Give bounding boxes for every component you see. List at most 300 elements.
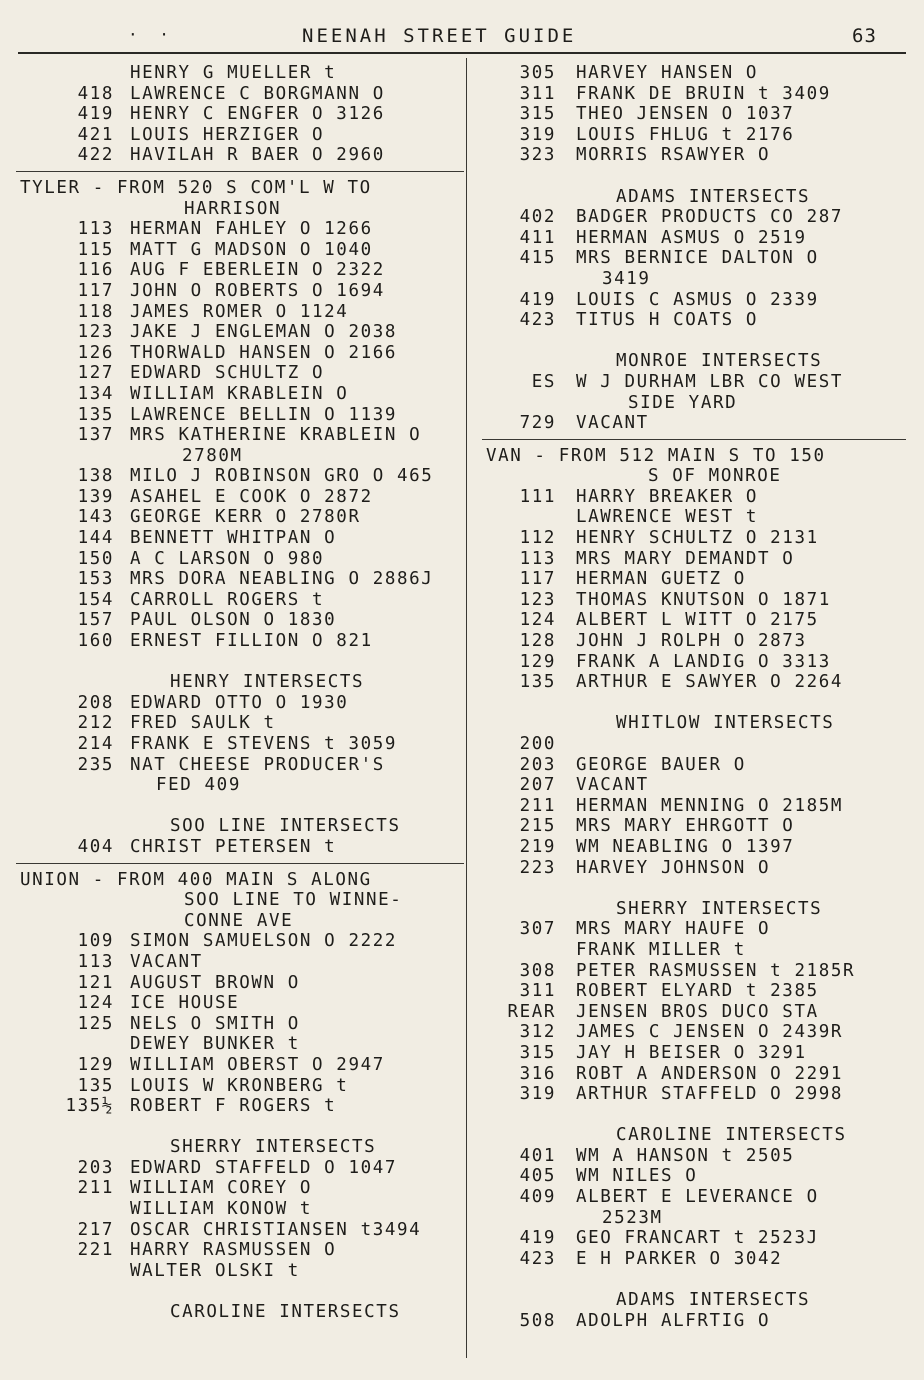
directory-entry — [486, 590, 906, 611]
house-number: 419 — [519, 289, 556, 310]
resident-text: WILLIAM KONOW t — [130, 1199, 313, 1220]
street-name: UNION — [20, 869, 81, 890]
intersection-text: ADAMS INTERSECTS — [616, 1290, 811, 1311]
resident-text: FRANK DE BRUIN t 3409 — [576, 83, 831, 104]
resident-text: LOUIS FHLUG t 2176 — [576, 124, 795, 145]
street-route-continued: S OF MONROE — [648, 466, 782, 487]
directory-entry — [20, 931, 464, 952]
resident-text: AUG F EBERLEIN O 2322 — [130, 260, 385, 281]
house-number: 118 — [77, 301, 114, 322]
house-number — [20, 1034, 130, 1055]
street-heading — [20, 870, 464, 891]
resident-text: FRED SAULK t — [130, 713, 276, 734]
intersection-text: CAROLINE INTERSECTS — [170, 1302, 401, 1323]
blank-line — [20, 652, 464, 673]
resident-text: LOUIS W KRONBERG t — [130, 1075, 349, 1096]
directory-entry — [20, 219, 464, 240]
blank-line — [20, 1281, 464, 1302]
house-number — [486, 187, 576, 208]
house-number: 113 — [77, 219, 114, 240]
directory-entry — [20, 63, 464, 84]
page-header — [0, 25, 924, 49]
house-number: 211 — [77, 1178, 114, 1199]
house-number: 319 — [519, 1084, 556, 1105]
street-separator — [16, 860, 464, 868]
house-number: 221 — [77, 1240, 114, 1261]
house-number: 208 — [77, 692, 114, 713]
directory-entry — [20, 549, 464, 570]
intersection-label — [486, 351, 906, 372]
directory-entry — [20, 1158, 464, 1179]
intersection-text: HENRY INTERSECTS — [170, 672, 365, 693]
street-separator — [482, 436, 906, 444]
house-number: 135 — [77, 1075, 114, 1096]
entry-continuation — [20, 446, 464, 467]
house-number: 112 — [519, 528, 556, 549]
house-number: 419 — [519, 1228, 556, 1249]
resident-text: EDWARD SCHULTZ O — [130, 363, 325, 384]
resident-text: W J DURHAM LBR CO WEST — [576, 371, 843, 392]
resident-text: SIDE YARD — [628, 392, 738, 413]
resident-text: VACANT — [130, 951, 203, 972]
page-number: 63 — [852, 25, 877, 47]
directory-entry — [486, 981, 906, 1002]
directory-entry — [486, 1022, 906, 1043]
blank-line — [20, 796, 464, 817]
right-column — [486, 63, 906, 1331]
resident-text: BADGER PRODUCTS CO 287 — [576, 207, 843, 228]
resident-text: E H PARKER O 3042 — [576, 1248, 783, 1269]
directory-entry — [486, 652, 906, 673]
resident-text: LAWRENCE WEST t — [576, 507, 759, 528]
directory-entry — [20, 384, 464, 405]
house-number: 126 — [77, 342, 114, 363]
house-number: 128 — [519, 631, 556, 652]
intersection-text: CAROLINE INTERSECTS — [616, 1125, 847, 1146]
blank-line — [486, 878, 906, 899]
house-number: 421 — [77, 124, 114, 145]
resident-text: HERMAN ASMUS O 2519 — [576, 227, 807, 248]
directory-entry — [486, 919, 906, 940]
resident-text: EDWARD OTTO O 1930 — [130, 692, 349, 713]
directory-entry — [486, 248, 906, 269]
intersection-label — [20, 672, 464, 693]
house-number — [20, 775, 130, 796]
house-number: 319 — [519, 124, 556, 145]
resident-text: A C LARSON O 980 — [130, 548, 325, 569]
house-number — [20, 1261, 130, 1282]
directory-entry — [20, 734, 464, 755]
house-number: 150 — [77, 548, 114, 569]
house-number — [20, 1302, 130, 1323]
resident-text: FRANK E STEVENS t 3059 — [130, 734, 397, 754]
resident-text: JAY H BEISER O 3291 — [576, 1042, 807, 1063]
blank-line — [486, 693, 906, 714]
directory-entry — [20, 281, 464, 302]
resident-text: NAT CHEESE PRODUCER'S — [130, 754, 385, 775]
resident-text: WALTER OLSKI t — [130, 1260, 300, 1281]
resident-text: HERMAN MENNING O 2185M — [576, 795, 843, 816]
resident-text: ALBERT L WITT O 2175 — [576, 610, 819, 631]
house-number: 419 — [77, 104, 114, 125]
resident-text: ASAHEL E COOK O 2872 — [130, 486, 373, 507]
house-number: 315 — [519, 1042, 556, 1063]
house-number — [486, 899, 576, 920]
house-number: 405 — [519, 1166, 556, 1187]
resident-text: MRS DORA NEABLING O 2886J — [130, 569, 434, 590]
directory-entry — [486, 796, 906, 817]
street-heading — [20, 178, 464, 199]
house-number — [20, 63, 130, 84]
intersection-text: SOO LINE INTERSECTS — [170, 816, 401, 837]
directory-entry — [486, 1002, 906, 1023]
house-number — [20, 1137, 130, 1158]
directory-entry — [486, 1146, 906, 1167]
directory-entry — [20, 1055, 464, 1076]
house-number: 135 — [519, 672, 556, 693]
resident-text: CARROLL ROGERS t — [130, 589, 325, 610]
house-number — [486, 507, 576, 528]
resident-text: BENNETT WHITPAN O — [130, 528, 337, 549]
house-number — [486, 713, 576, 734]
house-number: 401 — [519, 1145, 556, 1166]
directory-entry — [20, 993, 464, 1014]
resident-text: AUGUST BROWN O — [130, 972, 300, 993]
house-number — [20, 672, 130, 693]
house-number: 311 — [519, 981, 556, 1002]
directory-entry — [486, 228, 906, 249]
resident-text: WM A HANSON t 2505 — [576, 1145, 795, 1166]
house-number: 411 — [519, 227, 556, 248]
house-number: 211 — [519, 795, 556, 816]
resident-text: ROBERT ELYARD t 2385 — [576, 981, 819, 1002]
house-number — [486, 1290, 576, 1311]
resident-text: WM NEABLING O 1397 — [576, 836, 795, 857]
directory-entry — [20, 145, 464, 166]
resident-text: TITUS H COATS O — [576, 310, 759, 331]
directory-entry — [486, 1311, 906, 1332]
resident-text: HAVILAH R BAER O 2960 — [130, 145, 385, 166]
house-number: 203 — [77, 1157, 114, 1178]
intersection-text: SHERRY INTERSECTS — [170, 1137, 377, 1158]
house-number: REAR — [507, 1001, 556, 1022]
house-number: 217 — [77, 1219, 114, 1240]
house-number: 311 — [519, 83, 556, 104]
resident-text: WILLIAM KRABLEIN O — [130, 383, 349, 404]
resident-text: OSCAR CHRISTIANSEN t3494 — [130, 1219, 422, 1240]
house-number: 418 — [77, 83, 114, 104]
house-number: 308 — [519, 960, 556, 981]
intersection-text: MONROE INTERSECTS — [616, 351, 823, 372]
directory-entry — [486, 816, 906, 837]
house-number — [20, 816, 130, 837]
intersection-label — [486, 1125, 906, 1146]
house-number: 143 — [77, 507, 114, 528]
blank-line — [486, 1269, 906, 1290]
directory-entry — [486, 84, 906, 105]
directory-entry — [20, 302, 464, 323]
directory-entry — [486, 104, 906, 125]
directory-entry — [20, 1199, 464, 1220]
house-number: 109 — [77, 931, 114, 952]
blank-line — [486, 331, 906, 352]
directory-entry — [486, 734, 906, 755]
resident-text: JENSEN BROS DUCO STA — [576, 1001, 819, 1022]
house-number — [486, 269, 576, 290]
resident-text: MATT G MADSON O 1040 — [130, 239, 373, 260]
directory-entry — [486, 1166, 906, 1187]
street-name: VAN — [486, 445, 523, 466]
directory-entry — [20, 1034, 464, 1055]
resident-text: GEORGE BAUER O — [576, 754, 746, 775]
street-route-continued: HARRISON — [184, 198, 282, 219]
resident-text: GEORGE KERR O 2780R — [130, 507, 361, 528]
house-number: 215 — [519, 816, 556, 837]
resident-text: 2780M — [182, 445, 243, 466]
resident-text: LAWRENCE BELLIN O 1139 — [130, 404, 397, 425]
directory-entry — [20, 104, 464, 125]
directory-entry — [20, 1240, 464, 1261]
resident-text: ARTHUR E SAWYER O 2264 — [576, 672, 843, 693]
resident-text: ROBERT F ROGERS t — [130, 1096, 337, 1117]
resident-text: JAKE J ENGLEMAN O 2038 — [130, 322, 397, 343]
resident-text: JAMES C JENSEN O 2439R — [576, 1022, 843, 1043]
house-number: 123 — [77, 322, 114, 343]
resident-text: HERMAN GUETZ O — [576, 569, 746, 590]
house-number: 124 — [519, 610, 556, 631]
resident-text: WILLIAM COREY O — [130, 1178, 313, 1199]
entry-continuation — [486, 269, 906, 290]
resident-text: 2523M — [602, 1207, 663, 1228]
directory-entry — [20, 343, 464, 364]
house-number: 316 — [519, 1063, 556, 1084]
directory-entry — [20, 507, 464, 528]
intersection-label — [486, 187, 906, 208]
resident-text: MRS BERNICE DALTON O — [576, 248, 819, 269]
house-number — [20, 1199, 130, 1220]
directory-entry — [20, 713, 464, 734]
house-number: ES — [531, 371, 556, 392]
ink-specks: · · — [128, 25, 175, 44]
resident-text: MRS MARY EHRGOTT O — [576, 816, 795, 837]
house-number — [486, 351, 576, 372]
blank-line — [486, 166, 906, 187]
directory-entry — [486, 528, 906, 549]
resident-text: HENRY G MUELLER t — [130, 63, 337, 83]
blank-line — [486, 1105, 906, 1126]
directory-entry — [486, 837, 906, 858]
directory-entry — [486, 125, 906, 146]
house-number: 117 — [77, 280, 114, 301]
house-number: 508 — [519, 1310, 556, 1331]
directory-entry — [20, 569, 464, 590]
resident-text: HARRY RASMUSSEN O — [130, 1240, 337, 1261]
resident-text: JAMES ROMER O 1124 — [130, 301, 349, 322]
intersection-text: WHITLOW INTERSECTS — [616, 713, 835, 734]
house-number: 135½ — [65, 1096, 114, 1117]
resident-text: JOHN O ROBERTS O 1694 — [130, 280, 385, 301]
header-rule — [18, 52, 906, 54]
house-number: 235 — [77, 754, 114, 775]
directory-entry — [20, 1220, 464, 1241]
resident-text: JOHN J ROLPH O 2873 — [576, 631, 807, 652]
street-route-continued: CONNE AVE — [184, 910, 294, 931]
directory-entry — [20, 84, 464, 105]
directory-entry — [486, 310, 906, 331]
resident-text: DEWEY BUNKER t — [130, 1034, 300, 1055]
resident-text: HARVEY HANSEN O — [576, 63, 759, 83]
directory-entry — [486, 940, 906, 961]
house-number: 203 — [519, 754, 556, 775]
blank-line — [20, 1117, 464, 1138]
house-number: 153 — [77, 569, 114, 590]
entry-continuation — [20, 775, 464, 796]
house-number: 115 — [77, 239, 114, 260]
resident-text: VACANT — [576, 775, 649, 796]
directory-entry — [20, 973, 464, 994]
intersection-label — [486, 1290, 906, 1311]
entry-continuation — [486, 1208, 906, 1229]
house-number: 214 — [77, 734, 114, 754]
directory-entry — [486, 372, 906, 393]
house-number — [486, 940, 576, 961]
house-number: 116 — [77, 260, 114, 281]
house-number: 123 — [519, 589, 556, 610]
house-number: 138 — [77, 466, 114, 487]
directory-entry — [20, 405, 464, 426]
directory-entry — [486, 1187, 906, 1208]
directory-entry — [486, 507, 906, 528]
resident-text: ADOLPH ALFRTIG O — [576, 1310, 771, 1331]
house-number: 212 — [77, 713, 114, 734]
resident-text: CHRIST PETERSEN t — [130, 836, 337, 857]
house-number: 402 — [519, 207, 556, 228]
directory-entry — [20, 837, 464, 858]
directory-entry — [20, 425, 464, 446]
directory-entry — [20, 1178, 464, 1199]
directory-entry — [486, 755, 906, 776]
house-number: 219 — [519, 836, 556, 857]
resident-text: LOUIS C ASMUS O 2339 — [576, 289, 819, 310]
directory-entry — [20, 1261, 464, 1282]
resident-text: FRANK A LANDIG O 3313 — [576, 651, 831, 672]
directory-entry — [20, 260, 464, 281]
directory-entry — [20, 590, 464, 611]
directory-entry — [486, 1084, 906, 1105]
house-number — [486, 393, 576, 414]
house-number: 223 — [519, 857, 556, 878]
house-number — [20, 446, 130, 467]
resident-text: ARTHUR STAFFELD O 2998 — [576, 1084, 843, 1105]
house-number: 111 — [519, 486, 556, 507]
directory-entry — [486, 1043, 906, 1064]
house-number: 315 — [519, 104, 556, 125]
intersection-label — [20, 1302, 464, 1323]
house-number: 160 — [77, 631, 114, 652]
directory-entry — [20, 631, 464, 652]
resident-text: LAWRENCE C BORGMANN O — [130, 83, 385, 104]
resident-text: LOUIS HERZIGER O — [130, 124, 325, 145]
street-name: TYLER — [20, 177, 81, 198]
resident-text: 3419 — [602, 268, 651, 289]
resident-text: THORWALD HANSEN O 2166 — [130, 342, 397, 363]
house-number: 134 — [77, 383, 114, 404]
house-number: 312 — [519, 1022, 556, 1043]
resident-text: MORRIS RSAWYER O — [576, 145, 771, 166]
house-number: 139 — [77, 486, 114, 507]
house-number: 137 — [77, 425, 114, 446]
resident-text: FRANK MILLER t — [576, 939, 746, 960]
house-number: 307 — [519, 919, 556, 940]
resident-text: GEO FRANCART t 2523J — [576, 1228, 819, 1249]
directory-entry — [486, 1064, 906, 1085]
resident-text: WILLIAM OBERST O 2947 — [130, 1054, 385, 1075]
street-route: - FROM 520 S COM'L W TO — [92, 177, 372, 198]
house-number — [486, 1208, 576, 1229]
street-separator — [16, 168, 464, 176]
directory-entry — [486, 145, 906, 166]
street-route: - FROM 400 MAIN S ALONG — [92, 869, 372, 890]
house-number: 157 — [77, 610, 114, 631]
house-number: 729 — [519, 413, 556, 434]
resident-text: EDWARD STAFFELD O 1047 — [130, 1157, 397, 1178]
resident-text: THOMAS KNUTSON O 1871 — [576, 589, 831, 610]
resident-text: MRS KATHERINE KRABLEIN O — [130, 425, 422, 446]
directory-entry — [20, 610, 464, 631]
house-number: 127 — [77, 363, 114, 384]
intersection-label — [20, 816, 464, 837]
street-route-continued: SOO LINE TO WINNE- — [184, 890, 403, 911]
resident-text: ROBT A ANDERSON O 2291 — [576, 1063, 843, 1084]
resident-text: ALBERT E LEVERANCE O — [576, 1187, 819, 1208]
house-number: 323 — [519, 145, 556, 166]
intersection-label — [486, 899, 906, 920]
directory-entry — [486, 63, 906, 84]
directory-entry — [20, 1076, 464, 1097]
resident-text: PETER RASMUSSEN t 2185R — [576, 960, 856, 981]
directory-entry — [486, 1249, 906, 1270]
directory-entry — [20, 466, 464, 487]
directory-entry — [20, 1096, 464, 1117]
directory-entry — [486, 858, 906, 879]
house-number: 423 — [519, 310, 556, 331]
resident-text: HARRY BREAKER O — [576, 486, 759, 507]
intersection-text: SHERRY INTERSECTS — [616, 898, 823, 919]
resident-text: MRS MARY DEMANDT O — [576, 548, 795, 569]
resident-text: HENRY SCHULTZ O 2131 — [576, 528, 819, 549]
house-number: 121 — [77, 972, 114, 993]
street-route: - FROM 512 MAIN S TO 150 — [534, 445, 826, 466]
street-heading — [486, 446, 906, 467]
directory-entry — [486, 549, 906, 570]
resident-text: MRS MARY HAUFE O — [576, 919, 771, 940]
directory-entry — [20, 693, 464, 714]
house-number: 144 — [77, 528, 114, 549]
directory-entry — [486, 290, 906, 311]
directory-entry — [486, 631, 906, 652]
directory-entry — [20, 952, 464, 973]
directory-entry — [486, 207, 906, 228]
resident-text: SIMON SAMUELSON O 2222 — [130, 931, 397, 952]
house-number: 129 — [519, 651, 556, 672]
left-column — [20, 63, 464, 1323]
column-divider — [466, 58, 467, 1358]
intersection-label — [20, 1137, 464, 1158]
directory-entry — [20, 363, 464, 384]
house-number: 113 — [519, 548, 556, 569]
resident-text: WM NILES O — [576, 1166, 698, 1187]
house-number: 135 — [77, 404, 114, 425]
